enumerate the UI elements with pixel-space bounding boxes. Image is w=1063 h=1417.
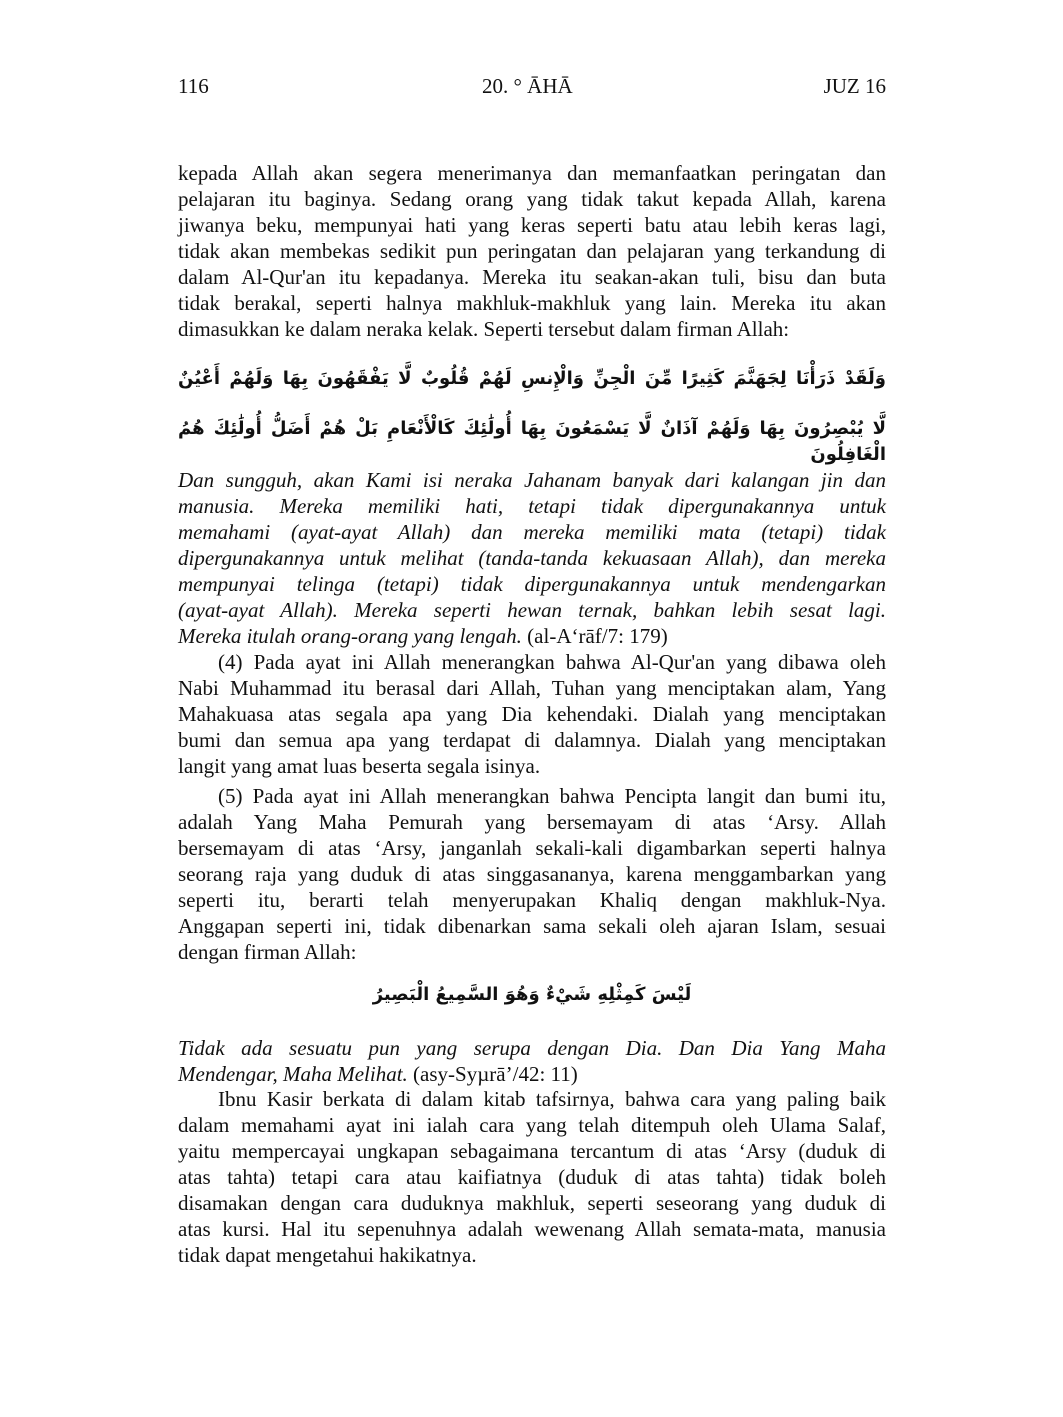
line-text: tidak berakal, seperti halnya makhluk-makhluk yang lain. Mereka itu akan — [178, 291, 886, 315]
line-text: disamakan dengan cara duduknya makhluk, seperti seseorang yang duduk di — [178, 1191, 886, 1215]
text-line — [178, 545, 886, 571]
line-text: Dan sungguh, akan Kami isi neraka Jahanam banyak dari kalangan jin dan — [178, 468, 886, 492]
text-line — [178, 939, 886, 965]
line-text: pelajaran itu baginya. Sedang orang yang tidak takut kepada Allah, karena — [178, 187, 886, 211]
text-line — [178, 1138, 886, 1164]
text-line — [178, 160, 886, 186]
line-text: (ayat-ayat Allah). Mereka seperti hewan ternak, bahkan lebih sesat lagi. — [178, 598, 886, 622]
text-line — [178, 861, 886, 887]
line-text: Mereka itulah orang-orang yang lengah. — [178, 624, 522, 648]
line-text: Tidak ada sesuatu pun yang serupa dengan Dia. Dan Dia Yang Maha — [178, 1036, 886, 1060]
line-text: dipergunakannya untuk melihat (tanda-tanda kekuasaan Allah), dan mereka — [178, 546, 886, 570]
text-line — [178, 1061, 886, 1087]
text-line — [178, 1242, 886, 1268]
paragraph-6 — [178, 1086, 886, 1268]
text-line — [178, 597, 886, 623]
line-text: tidak dapat mengetahui hakikatnya. — [178, 1243, 477, 1267]
text-line — [178, 753, 886, 779]
translation-1 — [178, 467, 886, 649]
line-text: jiwanya beku, mempunyai hati yang keras seperti batu atau lebih keras lagi, — [178, 213, 886, 237]
text-line — [178, 649, 886, 675]
line-text: memahami (ayat-ayat Allah) dan mereka memiliki mata (tetapi) tidak — [178, 520, 886, 544]
line-text: mempunyai telinga (tetapi) tidak dipergunakannya untuk mendengarkan — [178, 572, 886, 596]
text-line — [178, 913, 886, 939]
line-text: Mahakuasa atas segala apa yang Dia kehendaki. Dialah yang menciptakan — [178, 702, 886, 726]
line-text: adalah Yang Maha Pemurah yang bersemayam di atas ‘Arsy. Allah — [178, 810, 886, 834]
text-line — [178, 1164, 886, 1190]
verse-reference: (asy-Syµrā’/42: 11) — [407, 1062, 578, 1086]
text-line — [178, 783, 886, 809]
verse-reference: (al-A‘rāf/7: 179) — [521, 624, 668, 648]
line-text: Anggapan seperti ini, tidak dibenarkan sama sekali oleh ajaran Islam, sesuai — [178, 914, 886, 938]
text-line — [178, 835, 886, 861]
text-line — [178, 809, 886, 835]
text-line — [178, 186, 886, 212]
line-text: bumi dan semua apa yang terdapat di dalamnya. Dialah yang menciptakan — [178, 728, 886, 752]
text-line — [178, 467, 886, 493]
line-text: (4) Pada ayat ini Allah menerangkan bahwa Al-Qur'an yang dibawa oleh — [218, 650, 886, 674]
line-text: Nabi Muhammad itu berasal dari Allah, Tuhan yang menciptakan alam, Yang — [178, 676, 886, 700]
paragraph-5 — [178, 783, 886, 965]
line-text: Ibnu Kasir berkata di dalam kitab tafsirnya, bahwa cara yang paling baik — [218, 1087, 886, 1111]
line-text: atas tahta) tetapi cara atau kaifiatnya (duduk di atas tahta) tidak boleh — [178, 1165, 886, 1189]
line-text: seperti itu, berarti telah menyerupakan Khaliq dengan makhluk-Nya. — [178, 888, 886, 912]
text-line — [178, 519, 886, 545]
line-text: tidak akan membekas sedikit pun peringatan dan pelajaran yang terkandung di — [178, 239, 886, 263]
line-text: dalam memahami ayat ini ialah cara yang telah ditempuh oleh Ulama Salaf, — [178, 1113, 886, 1137]
text-line — [178, 1086, 886, 1112]
text-line — [178, 238, 886, 264]
text-line — [178, 1035, 886, 1061]
text-line — [178, 1190, 886, 1216]
text-line — [178, 493, 886, 519]
arabic-verse-line-1: وَلَقَدْ ذَرَأْنَا لِجَهَنَّمَ كَثِيرًا مِّنَ الْجِنِّ وَالْإِنسِ لَهُمْ قُلُوبٌ لَّا يَفْقَهُونَ بِهَا وَلَهُمْ أَعْيُنٌ — [178, 368, 886, 389]
paragraph-4 — [178, 649, 886, 779]
line-text: dengan firman Allah: — [178, 940, 357, 964]
text-line — [178, 1216, 886, 1242]
juz-label: JUZ 16 — [823, 74, 886, 98]
surah-title: 20. ° ĀHĀ — [482, 74, 573, 98]
arabic-verse-line-2: لَّا يُبْصِرُونَ بِهَا وَلَهُمْ آذَانٌ لَّا يَسْمَعُونَ بِهَا أُولَٰئِكَ كَالْأَنْعَامِ بَلْ هُمْ أَضَلُّ أُولَٰئِكَ هُمُ الْغَافِلُونَ — [178, 418, 886, 465]
text-line — [178, 264, 886, 290]
text-line — [178, 623, 886, 649]
line-text: yaitu mempercayai ungkapan sebagaimana tercantum di atas ‘Arsy (duduk di — [178, 1139, 886, 1163]
text-line — [178, 571, 886, 597]
page-number: 116 — [178, 74, 209, 98]
translation-2 — [178, 1035, 886, 1087]
text-line — [178, 887, 886, 913]
line-text: dalam Al-Qur'an itu kepadanya. Mereka itu seakan-akan tuli, bisu dan buta — [178, 265, 886, 289]
text-line — [178, 1112, 886, 1138]
text-line — [178, 212, 886, 238]
text-line — [178, 675, 886, 701]
paragraph-1 — [178, 160, 886, 342]
line-text: Mendengar, Maha Melihat. — [178, 1062, 408, 1086]
line-text: seorang raja yang duduk di atas singgasananya, karena menggambarkan yang — [178, 862, 886, 886]
text-line — [178, 701, 886, 727]
line-text: atas kursi. Hal itu sepenuhnya adalah wewenang Allah semata-mata, manusia — [178, 1217, 886, 1241]
line-text: manusia. Mereka memiliki hati, tetapi tidak dipergunakannya untuk — [178, 494, 886, 518]
text-line — [178, 727, 886, 753]
text-line — [178, 290, 886, 316]
line-text: bersemayam di atas ‘Arsy, janganlah sekali-kali digambarkan seperti halnya — [178, 836, 886, 860]
arabic-verse-2: لَيْسَ كَمِثْلِهِ شَيْءٌ وَهُوَ السَّمِيعُ الْبَصِيرُ — [372, 984, 692, 1005]
line-text: dimasukkan ke dalam neraka kelak. Seperti tersebut dalam firman Allah: — [178, 317, 790, 341]
line-text: langit yang amat luas beserta segala isinya. — [178, 754, 541, 778]
text-line — [178, 316, 886, 342]
line-text: kepada Allah akan segera menerimanya dan memanfaatkan peringatan dan — [178, 161, 886, 185]
line-text: (5) Pada ayat ini Allah menerangkan bahwa Pencipta langit dan bumi itu, — [218, 784, 886, 808]
